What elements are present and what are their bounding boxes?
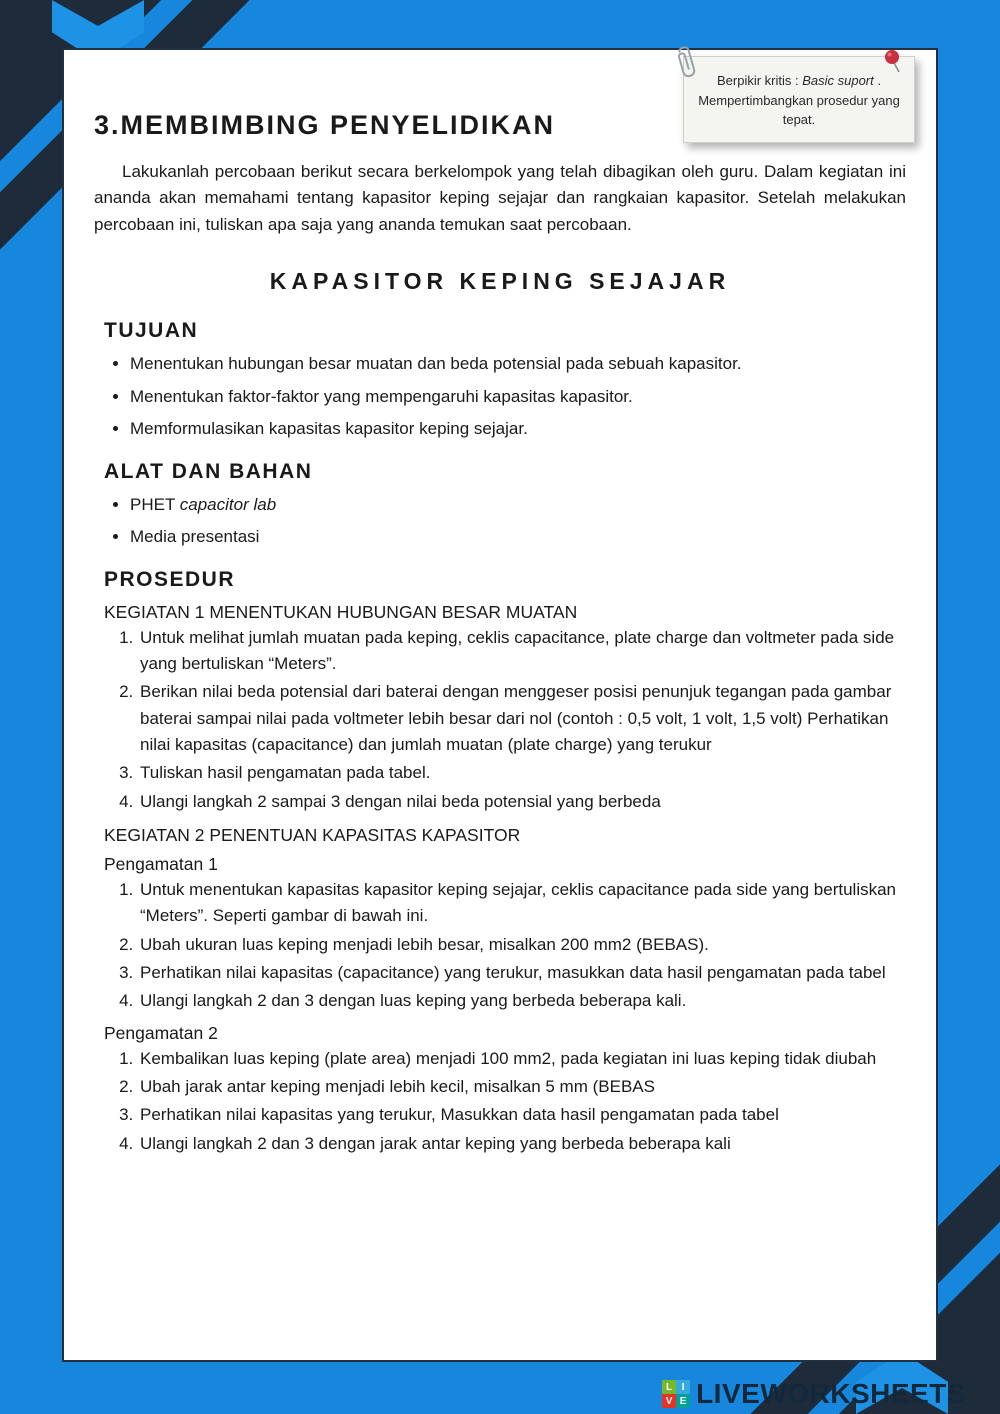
note-line1-italic: Basic suport	[802, 73, 874, 88]
worksheet-sheet	[62, 48, 938, 1362]
step-item: 2. Ubah ukuran luas keping menjadi lebih besar, misalkan 200 mm2 (BEBAS).	[138, 932, 906, 958]
section-title-prosedur: PROSEDUR	[104, 567, 236, 591]
logo-cell: E	[676, 1394, 690, 1408]
tujuan-list	[94, 351, 906, 442]
liveworksheets-icon	[662, 1380, 690, 1408]
alat-item-italic: capacitor lab	[179, 494, 277, 514]
step-item: 3. Tuliskan hasil pengamatan pada tabel.	[138, 760, 906, 786]
step-item: 2. Berikan nilai beda potensial dari baterai dengan menggeser posisi penunjuk tegangan pada gambar baterai sampai nilai pada voltmeter lebih besar dari nol (contoh : 0,5 volt, 1 volt, 1,5 volt) Perhatikan nilai kapasitas (capacitance) dan jumlah muatan (plate charge) yang terukur	[138, 679, 906, 758]
paperclip-icon	[676, 43, 698, 89]
liveworksheets-logo[interactable]	[662, 1378, 966, 1410]
pengamatan1-steps	[94, 877, 906, 1015]
intro-paragraph: Lakukanlah percobaan berikut secara berkelompok yang telah dibagikan oleh guru. Dalam kegiatan ini ananda akan memahami tentang kapasitor keping sejajar dan rangkaian kapasitor. Setelah melakukan percobaan ini, tuliskan apa saja yang ananda temukan saat percobaan.	[94, 162, 906, 234]
pengamatan1-heading: Pengamatan 1	[104, 853, 218, 874]
step-item: 3. Perhatikan nilai kapasitas yang terukur, Masukkan data hasil pengamatan pada tabel	[138, 1102, 906, 1128]
kegiatan1-steps	[94, 625, 906, 815]
alat-item: • Media presentasi	[130, 524, 906, 550]
alat-item-prefix: PHET	[130, 494, 180, 514]
pengamatan2-steps	[94, 1046, 906, 1157]
pushpin-icon	[882, 49, 906, 81]
pengamatan2-heading: Pengamatan 2	[104, 1022, 218, 1043]
step-item: 2. Ubah jarak antar keping menjadi lebih kecil, misalkan 5 mm (BEBAS	[138, 1074, 906, 1100]
step-item: 4. Ulangi langkah 2 dan 3 dengan jarak antar keping yang berbeda beberapa kali	[138, 1131, 906, 1157]
note-line1-prefix: Berpikir kritis :	[716, 73, 803, 88]
step-item: 1. Untuk melihat jumlah muatan pada keping, ceklis capacitance, plate charge dan voltmeter pada side yang bertuliskan “Meters”.	[138, 625, 906, 678]
kegiatan2-heading: KEGIATAN 2 PENENTUAN KAPASITAS KAPASITOR	[104, 824, 521, 845]
logo-text: LIVEWORKSHEETS	[696, 1378, 966, 1409]
section-title-tujuan: TUJUAN	[104, 319, 199, 343]
note-line1	[717, 73, 881, 88]
note-line1-suffix: .	[873, 73, 881, 88]
step-item: 4. Ulangi langkah 2 sampai 3 dengan nilai beda potensial yang berbeda	[138, 789, 906, 815]
step-item: 1. Untuk menentukan kapasitas kapasitor keping sejajar, ceklis capacitance pada side yang bertuliskan “Meters”. Seperti gambar di bawah ini.	[138, 877, 906, 930]
alat-list	[94, 492, 906, 550]
kegiatan1-heading: KEGIATAN 1 MENENTUKAN HUBUNGAN BESAR MUATAN	[104, 601, 578, 622]
step-item: 3. Perhatikan nilai kapasitas (capacitance) yang terukur, masukkan data hasil pengamatan pada tabel	[138, 960, 906, 986]
step-item: 1. Kembalikan luas keping (plate area) menjadi 100 mm2, pada kegiatan ini luas keping tidak diubah	[138, 1046, 906, 1072]
tujuan-item: • Menentukan hubungan besar muatan dan beda potensial pada sebuah kapasitor.	[130, 351, 906, 377]
tujuan-item: • Memformulasikan kapasitas kapasitor keping sejajar.	[130, 416, 906, 442]
logo-cell: L	[662, 1380, 676, 1394]
note-line2: Mempertimbangkan prosedur yang tepat.	[698, 92, 900, 127]
alat-item	[130, 492, 906, 518]
step-item: 4. Ulangi langkah 2 dan 3 dengan luas keping yang berbeda beberapa kali.	[138, 988, 906, 1014]
note-text	[696, 71, 902, 130]
tujuan-item: • Menentukan faktor-faktor yang mempengaruhi kapasitas kapasitor.	[130, 384, 906, 410]
worksheet-subtitle: KAPASITOR KEPING SEJAJAR	[269, 268, 731, 295]
logo-cell: V	[662, 1394, 676, 1408]
page-title: 3.MEMBIMBING PENYELIDIKAN	[94, 110, 556, 140]
section-title-alat: ALAT DAN BAHAN	[104, 459, 313, 483]
sticky-note	[683, 56, 915, 143]
logo-cell: I	[676, 1380, 690, 1394]
